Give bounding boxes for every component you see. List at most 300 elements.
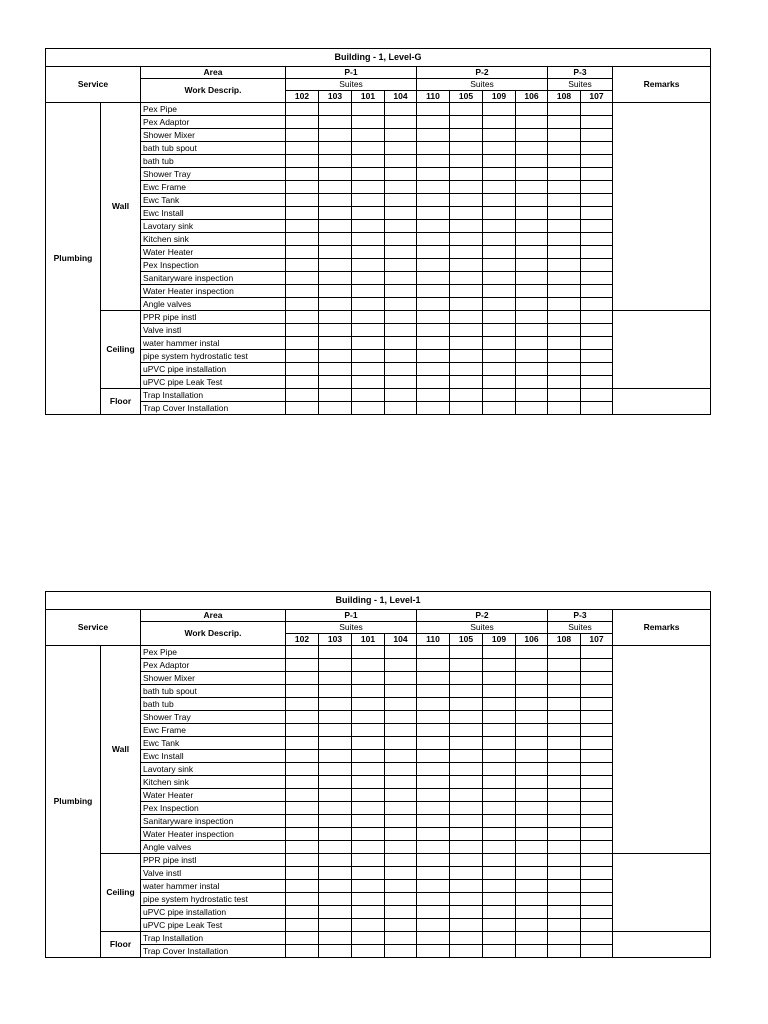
check-cell[interactable]: [450, 207, 483, 220]
check-cell[interactable]: [352, 945, 385, 958]
check-cell[interactable]: [352, 815, 385, 828]
check-cell[interactable]: [516, 220, 548, 233]
check-cell[interactable]: [417, 867, 450, 880]
check-cell[interactable]: [352, 246, 385, 259]
check-cell[interactable]: [385, 376, 417, 389]
check-cell[interactable]: [450, 233, 483, 246]
check-cell[interactable]: [319, 129, 352, 142]
check-cell[interactable]: [516, 828, 548, 841]
check-cell[interactable]: [385, 220, 417, 233]
check-cell[interactable]: [483, 181, 516, 194]
check-cell[interactable]: [516, 737, 548, 750]
check-cell[interactable]: [286, 246, 319, 259]
check-cell[interactable]: [483, 932, 516, 945]
check-cell[interactable]: [352, 893, 385, 906]
check-cell[interactable]: [548, 932, 581, 945]
check-cell[interactable]: [385, 932, 417, 945]
check-cell[interactable]: [319, 155, 352, 168]
check-cell[interactable]: [548, 789, 581, 802]
check-cell[interactable]: [385, 324, 417, 337]
check-cell[interactable]: [385, 350, 417, 363]
check-cell[interactable]: [385, 867, 417, 880]
check-cell[interactable]: [385, 181, 417, 194]
check-cell[interactable]: [352, 685, 385, 698]
check-cell[interactable]: [319, 233, 352, 246]
check-cell[interactable]: [548, 103, 581, 116]
check-cell[interactable]: [516, 324, 548, 337]
check-cell[interactable]: [286, 685, 319, 698]
check-cell[interactable]: [548, 841, 581, 854]
check-cell[interactable]: [581, 207, 613, 220]
check-cell[interactable]: [548, 298, 581, 311]
check-cell[interactable]: [352, 932, 385, 945]
check-cell[interactable]: [450, 155, 483, 168]
check-cell[interactable]: [319, 116, 352, 129]
check-cell[interactable]: [352, 880, 385, 893]
check-cell[interactable]: [417, 129, 450, 142]
check-cell[interactable]: [516, 207, 548, 220]
check-cell[interactable]: [548, 763, 581, 776]
check-cell[interactable]: [352, 363, 385, 376]
check-cell[interactable]: [548, 711, 581, 724]
check-cell[interactable]: [417, 181, 450, 194]
check-cell[interactable]: [286, 906, 319, 919]
check-cell[interactable]: [352, 298, 385, 311]
check-cell[interactable]: [516, 350, 548, 363]
check-cell[interactable]: [516, 763, 548, 776]
check-cell[interactable]: [286, 181, 319, 194]
check-cell[interactable]: [286, 272, 319, 285]
check-cell[interactable]: [352, 272, 385, 285]
check-cell[interactable]: [483, 220, 516, 233]
check-cell[interactable]: [352, 181, 385, 194]
check-cell[interactable]: [319, 802, 352, 815]
check-cell[interactable]: [417, 337, 450, 350]
check-cell[interactable]: [417, 246, 450, 259]
check-cell[interactable]: [385, 698, 417, 711]
check-cell[interactable]: [385, 646, 417, 659]
check-cell[interactable]: [450, 724, 483, 737]
check-cell[interactable]: [319, 350, 352, 363]
check-cell[interactable]: [286, 116, 319, 129]
check-cell[interactable]: [483, 311, 516, 324]
check-cell[interactable]: [450, 815, 483, 828]
check-cell[interactable]: [450, 259, 483, 272]
check-cell[interactable]: [417, 776, 450, 789]
check-cell[interactable]: [352, 324, 385, 337]
check-cell[interactable]: [319, 854, 352, 867]
check-cell[interactable]: [352, 402, 385, 415]
check-cell[interactable]: [286, 776, 319, 789]
check-cell[interactable]: [319, 311, 352, 324]
check-cell[interactable]: [548, 919, 581, 932]
check-cell[interactable]: [483, 272, 516, 285]
check-cell[interactable]: [548, 750, 581, 763]
check-cell[interactable]: [581, 194, 613, 207]
check-cell[interactable]: [483, 350, 516, 363]
check-cell[interactable]: [548, 945, 581, 958]
check-cell[interactable]: [417, 259, 450, 272]
check-cell[interactable]: [352, 724, 385, 737]
check-cell[interactable]: [417, 155, 450, 168]
check-cell[interactable]: [319, 298, 352, 311]
check-cell[interactable]: [352, 311, 385, 324]
check-cell[interactable]: [483, 142, 516, 155]
check-cell[interactable]: [581, 815, 613, 828]
check-cell[interactable]: [581, 103, 613, 116]
check-cell[interactable]: [581, 906, 613, 919]
check-cell[interactable]: [286, 194, 319, 207]
check-cell[interactable]: [581, 945, 613, 958]
check-cell[interactable]: [319, 867, 352, 880]
check-cell[interactable]: [450, 142, 483, 155]
check-cell[interactable]: [548, 220, 581, 233]
check-cell[interactable]: [319, 698, 352, 711]
check-cell[interactable]: [581, 932, 613, 945]
check-cell[interactable]: [483, 867, 516, 880]
check-cell[interactable]: [581, 246, 613, 259]
check-cell[interactable]: [548, 685, 581, 698]
check-cell[interactable]: [483, 376, 516, 389]
check-cell[interactable]: [581, 672, 613, 685]
check-cell[interactable]: [319, 337, 352, 350]
check-cell[interactable]: [417, 363, 450, 376]
check-cell[interactable]: [548, 659, 581, 672]
check-cell[interactable]: [319, 207, 352, 220]
check-cell[interactable]: [450, 363, 483, 376]
check-cell[interactable]: [319, 194, 352, 207]
check-cell[interactable]: [352, 389, 385, 402]
check-cell[interactable]: [352, 116, 385, 129]
check-cell[interactable]: [286, 168, 319, 181]
check-cell[interactable]: [385, 919, 417, 932]
check-cell[interactable]: [352, 828, 385, 841]
check-cell[interactable]: [417, 402, 450, 415]
remarks-cell[interactable]: [613, 854, 711, 932]
check-cell[interactable]: [352, 337, 385, 350]
check-cell[interactable]: [286, 311, 319, 324]
check-cell[interactable]: [385, 363, 417, 376]
check-cell[interactable]: [483, 194, 516, 207]
check-cell[interactable]: [385, 776, 417, 789]
check-cell[interactable]: [483, 155, 516, 168]
check-cell[interactable]: [516, 376, 548, 389]
check-cell[interactable]: [581, 685, 613, 698]
check-cell[interactable]: [516, 646, 548, 659]
check-cell[interactable]: [352, 750, 385, 763]
check-cell[interactable]: [352, 776, 385, 789]
check-cell[interactable]: [385, 259, 417, 272]
check-cell[interactable]: [385, 142, 417, 155]
check-cell[interactable]: [581, 698, 613, 711]
check-cell[interactable]: [516, 311, 548, 324]
remarks-cell[interactable]: [613, 103, 711, 311]
check-cell[interactable]: [450, 246, 483, 259]
check-cell[interactable]: [417, 659, 450, 672]
check-cell[interactable]: [516, 711, 548, 724]
check-cell[interactable]: [548, 815, 581, 828]
check-cell[interactable]: [516, 168, 548, 181]
check-cell[interactable]: [352, 233, 385, 246]
check-cell[interactable]: [581, 285, 613, 298]
check-cell[interactable]: [417, 880, 450, 893]
check-cell[interactable]: [352, 802, 385, 815]
check-cell[interactable]: [286, 337, 319, 350]
check-cell[interactable]: [319, 402, 352, 415]
check-cell[interactable]: [483, 776, 516, 789]
check-cell[interactable]: [483, 298, 516, 311]
check-cell[interactable]: [319, 919, 352, 932]
check-cell[interactable]: [417, 685, 450, 698]
check-cell[interactable]: [352, 194, 385, 207]
check-cell[interactable]: [319, 672, 352, 685]
check-cell[interactable]: [516, 298, 548, 311]
check-cell[interactable]: [286, 659, 319, 672]
check-cell[interactable]: [450, 389, 483, 402]
check-cell[interactable]: [352, 737, 385, 750]
check-cell[interactable]: [319, 776, 352, 789]
check-cell[interactable]: [548, 389, 581, 402]
check-cell[interactable]: [319, 815, 352, 828]
check-cell[interactable]: [417, 142, 450, 155]
check-cell[interactable]: [286, 207, 319, 220]
check-cell[interactable]: [483, 233, 516, 246]
check-cell[interactable]: [483, 880, 516, 893]
check-cell[interactable]: [483, 116, 516, 129]
check-cell[interactable]: [450, 698, 483, 711]
check-cell[interactable]: [516, 181, 548, 194]
check-cell[interactable]: [352, 867, 385, 880]
check-cell[interactable]: [450, 168, 483, 181]
check-cell[interactable]: [483, 259, 516, 272]
check-cell[interactable]: [548, 350, 581, 363]
check-cell[interactable]: [516, 750, 548, 763]
check-cell[interactable]: [450, 763, 483, 776]
check-cell[interactable]: [286, 389, 319, 402]
check-cell[interactable]: [286, 880, 319, 893]
check-cell[interactable]: [483, 207, 516, 220]
check-cell[interactable]: [352, 155, 385, 168]
check-cell[interactable]: [548, 142, 581, 155]
check-cell[interactable]: [450, 285, 483, 298]
check-cell[interactable]: [286, 789, 319, 802]
check-cell[interactable]: [450, 646, 483, 659]
check-cell[interactable]: [581, 363, 613, 376]
check-cell[interactable]: [319, 103, 352, 116]
check-cell[interactable]: [385, 233, 417, 246]
check-cell[interactable]: [450, 880, 483, 893]
check-cell[interactable]: [352, 168, 385, 181]
check-cell[interactable]: [286, 711, 319, 724]
check-cell[interactable]: [581, 763, 613, 776]
check-cell[interactable]: [286, 802, 319, 815]
check-cell[interactable]: [450, 220, 483, 233]
check-cell[interactable]: [319, 945, 352, 958]
check-cell[interactable]: [385, 672, 417, 685]
check-cell[interactable]: [516, 363, 548, 376]
check-cell[interactable]: [286, 828, 319, 841]
check-cell[interactable]: [385, 129, 417, 142]
check-cell[interactable]: [450, 337, 483, 350]
check-cell[interactable]: [483, 724, 516, 737]
check-cell[interactable]: [286, 945, 319, 958]
check-cell[interactable]: [581, 272, 613, 285]
check-cell[interactable]: [548, 285, 581, 298]
check-cell[interactable]: [385, 285, 417, 298]
check-cell[interactable]: [450, 776, 483, 789]
check-cell[interactable]: [450, 350, 483, 363]
check-cell[interactable]: [286, 724, 319, 737]
check-cell[interactable]: [483, 906, 516, 919]
check-cell[interactable]: [450, 737, 483, 750]
check-cell[interactable]: [581, 168, 613, 181]
check-cell[interactable]: [352, 789, 385, 802]
check-cell[interactable]: [516, 854, 548, 867]
check-cell[interactable]: [319, 828, 352, 841]
check-cell[interactable]: [417, 750, 450, 763]
check-cell[interactable]: [352, 711, 385, 724]
check-cell[interactable]: [417, 272, 450, 285]
check-cell[interactable]: [417, 919, 450, 932]
check-cell[interactable]: [581, 867, 613, 880]
check-cell[interactable]: [483, 854, 516, 867]
check-cell[interactable]: [516, 815, 548, 828]
check-cell[interactable]: [581, 142, 613, 155]
check-cell[interactable]: [385, 711, 417, 724]
check-cell[interactable]: [483, 945, 516, 958]
check-cell[interactable]: [450, 841, 483, 854]
check-cell[interactable]: [548, 724, 581, 737]
check-cell[interactable]: [548, 246, 581, 259]
check-cell[interactable]: [319, 646, 352, 659]
check-cell[interactable]: [385, 802, 417, 815]
check-cell[interactable]: [581, 129, 613, 142]
check-cell[interactable]: [417, 103, 450, 116]
check-cell[interactable]: [319, 220, 352, 233]
check-cell[interactable]: [516, 685, 548, 698]
check-cell[interactable]: [450, 854, 483, 867]
check-cell[interactable]: [581, 116, 613, 129]
check-cell[interactable]: [352, 672, 385, 685]
check-cell[interactable]: [483, 363, 516, 376]
check-cell[interactable]: [516, 103, 548, 116]
remarks-cell[interactable]: [613, 646, 711, 854]
check-cell[interactable]: [516, 776, 548, 789]
check-cell[interactable]: [450, 945, 483, 958]
check-cell[interactable]: [286, 233, 319, 246]
check-cell[interactable]: [516, 389, 548, 402]
check-cell[interactable]: [352, 103, 385, 116]
check-cell[interactable]: [385, 337, 417, 350]
check-cell[interactable]: [450, 181, 483, 194]
check-cell[interactable]: [352, 659, 385, 672]
check-cell[interactable]: [548, 129, 581, 142]
remarks-cell[interactable]: [613, 311, 711, 389]
check-cell[interactable]: [385, 116, 417, 129]
check-cell[interactable]: [450, 129, 483, 142]
check-cell[interactable]: [516, 259, 548, 272]
check-cell[interactable]: [417, 854, 450, 867]
remarks-cell[interactable]: [613, 389, 711, 415]
check-cell[interactable]: [516, 880, 548, 893]
check-cell[interactable]: [450, 906, 483, 919]
check-cell[interactable]: [516, 802, 548, 815]
check-cell[interactable]: [450, 893, 483, 906]
check-cell[interactable]: [483, 685, 516, 698]
check-cell[interactable]: [581, 298, 613, 311]
check-cell[interactable]: [548, 259, 581, 272]
check-cell[interactable]: [581, 337, 613, 350]
check-cell[interactable]: [548, 867, 581, 880]
check-cell[interactable]: [417, 376, 450, 389]
check-cell[interactable]: [417, 324, 450, 337]
check-cell[interactable]: [286, 220, 319, 233]
check-cell[interactable]: [417, 932, 450, 945]
check-cell[interactable]: [286, 698, 319, 711]
check-cell[interactable]: [286, 298, 319, 311]
check-cell[interactable]: [417, 220, 450, 233]
check-cell[interactable]: [352, 698, 385, 711]
check-cell[interactable]: [286, 142, 319, 155]
check-cell[interactable]: [286, 815, 319, 828]
check-cell[interactable]: [483, 402, 516, 415]
check-cell[interactable]: [286, 350, 319, 363]
check-cell[interactable]: [581, 181, 613, 194]
check-cell[interactable]: [483, 168, 516, 181]
check-cell[interactable]: [483, 337, 516, 350]
check-cell[interactable]: [483, 659, 516, 672]
check-cell[interactable]: [286, 854, 319, 867]
check-cell[interactable]: [286, 259, 319, 272]
check-cell[interactable]: [319, 906, 352, 919]
check-cell[interactable]: [516, 906, 548, 919]
check-cell[interactable]: [548, 802, 581, 815]
check-cell[interactable]: [385, 168, 417, 181]
check-cell[interactable]: [581, 919, 613, 932]
check-cell[interactable]: [516, 698, 548, 711]
check-cell[interactable]: [352, 854, 385, 867]
check-cell[interactable]: [548, 194, 581, 207]
check-cell[interactable]: [417, 194, 450, 207]
check-cell[interactable]: [548, 737, 581, 750]
check-cell[interactable]: [516, 919, 548, 932]
check-cell[interactable]: [319, 181, 352, 194]
check-cell[interactable]: [516, 402, 548, 415]
check-cell[interactable]: [385, 789, 417, 802]
check-cell[interactable]: [417, 945, 450, 958]
check-cell[interactable]: [319, 737, 352, 750]
check-cell[interactable]: [548, 168, 581, 181]
check-cell[interactable]: [516, 285, 548, 298]
check-cell[interactable]: [319, 763, 352, 776]
check-cell[interactable]: [417, 350, 450, 363]
check-cell[interactable]: [385, 402, 417, 415]
check-cell[interactable]: [417, 207, 450, 220]
check-cell[interactable]: [581, 854, 613, 867]
check-cell[interactable]: [417, 802, 450, 815]
check-cell[interactable]: [319, 376, 352, 389]
check-cell[interactable]: [286, 750, 319, 763]
check-cell[interactable]: [450, 116, 483, 129]
check-cell[interactable]: [286, 919, 319, 932]
check-cell[interactable]: [385, 155, 417, 168]
check-cell[interactable]: [581, 402, 613, 415]
check-cell[interactable]: [581, 893, 613, 906]
check-cell[interactable]: [581, 389, 613, 402]
check-cell[interactable]: [417, 168, 450, 181]
check-cell[interactable]: [286, 376, 319, 389]
check-cell[interactable]: [385, 880, 417, 893]
